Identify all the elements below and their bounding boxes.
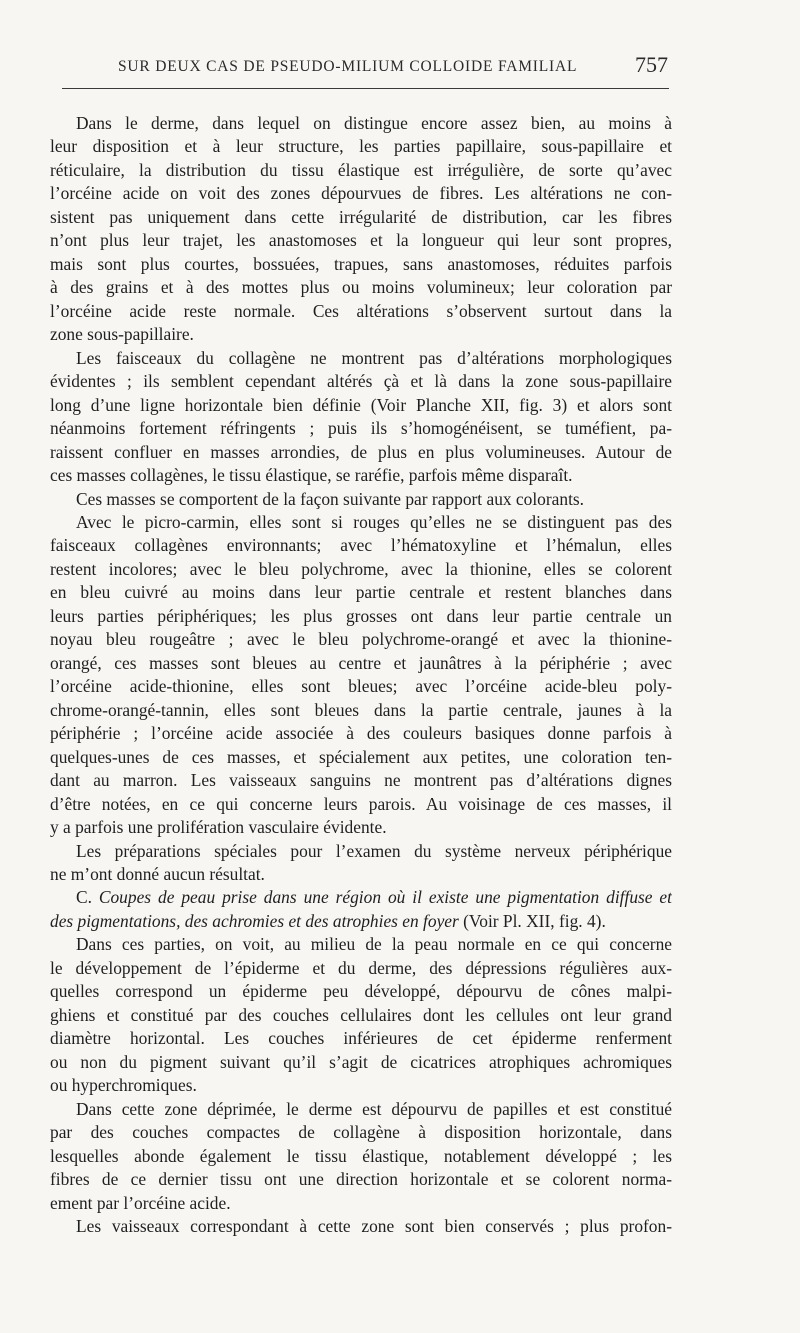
text-line: ou hyperchromiques. xyxy=(50,1075,197,1096)
text-line: leurs parties périphériques; les plus grosses ont dans leur partie centrale un xyxy=(50,605,672,626)
section-c-line-1 xyxy=(50,886,672,909)
header-rule xyxy=(62,88,669,89)
text-line: l’orcéine acide-thionine, elles sont bleues; avec l’orcéine acide-bleu poly- xyxy=(50,676,672,697)
text-line: ces masses collagènes, le tissu élastique, se raréfie, parfois même disparaît. xyxy=(50,465,573,486)
text-line: ghiens et constitué par des couches cellulaires dont les cellules ont leur grand xyxy=(50,1004,672,1025)
text-line: quelques-unes de ces masses, et spécialement aux petites, une coloration ten- xyxy=(50,746,672,767)
text-line: ou non du pigment suivant qu’il s’agit de cicatrices atrophiques achromiques xyxy=(50,1051,672,1072)
text-line: Les vaisseaux correspondant à cette zone sont bien conservés ; plus profon- xyxy=(76,1216,672,1237)
text-line: Les préparations spéciales pour l’examen du système nerveux périphérique xyxy=(76,840,672,861)
text-line: Dans le derme, dans lequel on distingue encore assez bien, au moins à xyxy=(76,113,672,133)
text-line: néanmoins fortement réfringents ; puis ils s’homogénéisent, se tuméfient, pa- xyxy=(50,418,672,439)
section-c-heading-1: Coupes de peau prise dans une région où il existe une pigmentation diffuse et xyxy=(98,887,672,908)
text-line: noyau bleu rougeâtre ; avec le bleu polychrome-orangé et avec la thionine- xyxy=(50,629,672,650)
text-line: restent incolores; avec le bleu polychrome, avec la thionine, elles se colorent xyxy=(50,558,672,579)
text-line: Dans ces parties, on voit, au milieu de la peau normale en ce qui concerne xyxy=(76,934,672,955)
body-text xyxy=(50,112,672,1239)
text-line: ement par l’orcéine acide. xyxy=(50,1192,231,1213)
text-line: orangé, ces masses sont bleues au centre et jaunâtres à la périphérie ; avec xyxy=(50,652,672,673)
text-line: périphérie ; l’orcéine acide associée à des couleurs basiques donne parfois à xyxy=(50,723,672,744)
body-lines-a xyxy=(50,112,672,886)
page-number: 757 xyxy=(635,52,668,77)
text-line: quelles correspond un épiderme peu développé, dépourvu de cônes malpi- xyxy=(50,981,672,1002)
text-line: Avec le picro-carmin, elles sont si rouges qu’elles ne se distinguent pas des xyxy=(76,511,672,532)
text-line: l’orcéine acide reste normale. Ces altérations s’observent surtout dans la xyxy=(50,300,672,321)
text-line: n’ont plus leur trajet, les anastomoses et la longueur qui leur sont propres, xyxy=(50,230,672,251)
text-line: Les faisceaux du collagène ne montrent pas d’altérations morphologiques xyxy=(76,347,672,368)
text-line: évidentes ; ils semblent cependant altérés çà et là dans la zone sous-papillaire xyxy=(50,371,672,392)
text-line: fibres de ce dernier tissu ont une direction horizontale et se colorent norma- xyxy=(50,1169,672,1190)
running-title: SUR DEUX CAS DE PSEUDO-MILIUM COLLOIDE FAMILIAL xyxy=(118,58,578,75)
section-c-line-2 xyxy=(50,910,672,933)
text-line: Ces masses se comportent de la façon suivante par rapport aux colorants. xyxy=(76,488,585,509)
text-line: ne m’ont donné aucun résultat. xyxy=(50,864,265,884)
text-line: sistent pas uniquement dans cette irrégularité de distribution, car les fibres xyxy=(50,206,672,227)
text-line: dant au marron. Les vaisseaux sanguins ne montrent pas d’altérations dignes xyxy=(50,770,672,791)
text-line: long d’une ligne horizontale bien définie (Voir Planche XII, fig. 3) et alors sont xyxy=(50,394,672,415)
section-c-figure-ref: (Voir Pl. XII, fig. 4). xyxy=(463,910,606,931)
text-line: Dans cette zone déprimée, le derme est dépourvu de papilles et est constitué xyxy=(76,1098,672,1119)
text-line: diamètre horizontal. Les couches inférieures de cet épiderme renferment xyxy=(50,1028,672,1049)
text-line: leur disposition et à leur structure, les parties papillaire, sous-papillaire et xyxy=(50,136,672,157)
running-head xyxy=(50,52,670,82)
text-line: zone sous-papillaire. xyxy=(50,324,194,345)
text-line: raissent confluer en masses arrondies, de plus en plus volumineuses. Autour de xyxy=(50,441,672,462)
text-line: mais sont plus courtes, bossuées, trapues, sans anastomoses, réduites parfois xyxy=(50,253,672,274)
text-line: lesquelles abonde également le tissu élastique, notablement développé ; les xyxy=(50,1145,672,1166)
text-line: par des couches compactes de collagène à disposition horizontale, dans xyxy=(50,1122,672,1143)
text-line: faisceaux collagènes environnants; avec l’hématoxyline et l’hémalun, elles xyxy=(50,535,672,556)
text-line: l’orcéine acide on voit des zones dépourvues de fibres. Les altérations ne con- xyxy=(50,183,672,204)
body-lines-b xyxy=(50,933,672,1238)
text-line: chrome-orangé-tannin, elles sont bleues dans la partie centrale, jaunes à la xyxy=(50,699,672,720)
text-line: y a parfois une prolifération vasculaire évidente. xyxy=(50,817,387,838)
text-line: réticulaire, la distribution du tissu élastique est irrégulière, de sorte qu’avec xyxy=(50,159,672,180)
section-c-heading-2: des pigmentations, des achromies et des atrophies en foyer xyxy=(50,910,459,931)
text-line: le développement de l’épiderme et du derme, des dépressions régulières aux- xyxy=(50,957,672,978)
text-line: d’être notées, en ce qui concerne leurs parois. Au voisinage de ces masses, il xyxy=(50,793,672,814)
section-c-label: C. xyxy=(76,887,92,908)
text-line: à des grains et à des mottes plus ou moins volumineux; leur coloration par xyxy=(50,277,672,298)
text-line: en bleu cuivré au moins dans leur partie centrale et restent blanches dans xyxy=(50,582,672,603)
